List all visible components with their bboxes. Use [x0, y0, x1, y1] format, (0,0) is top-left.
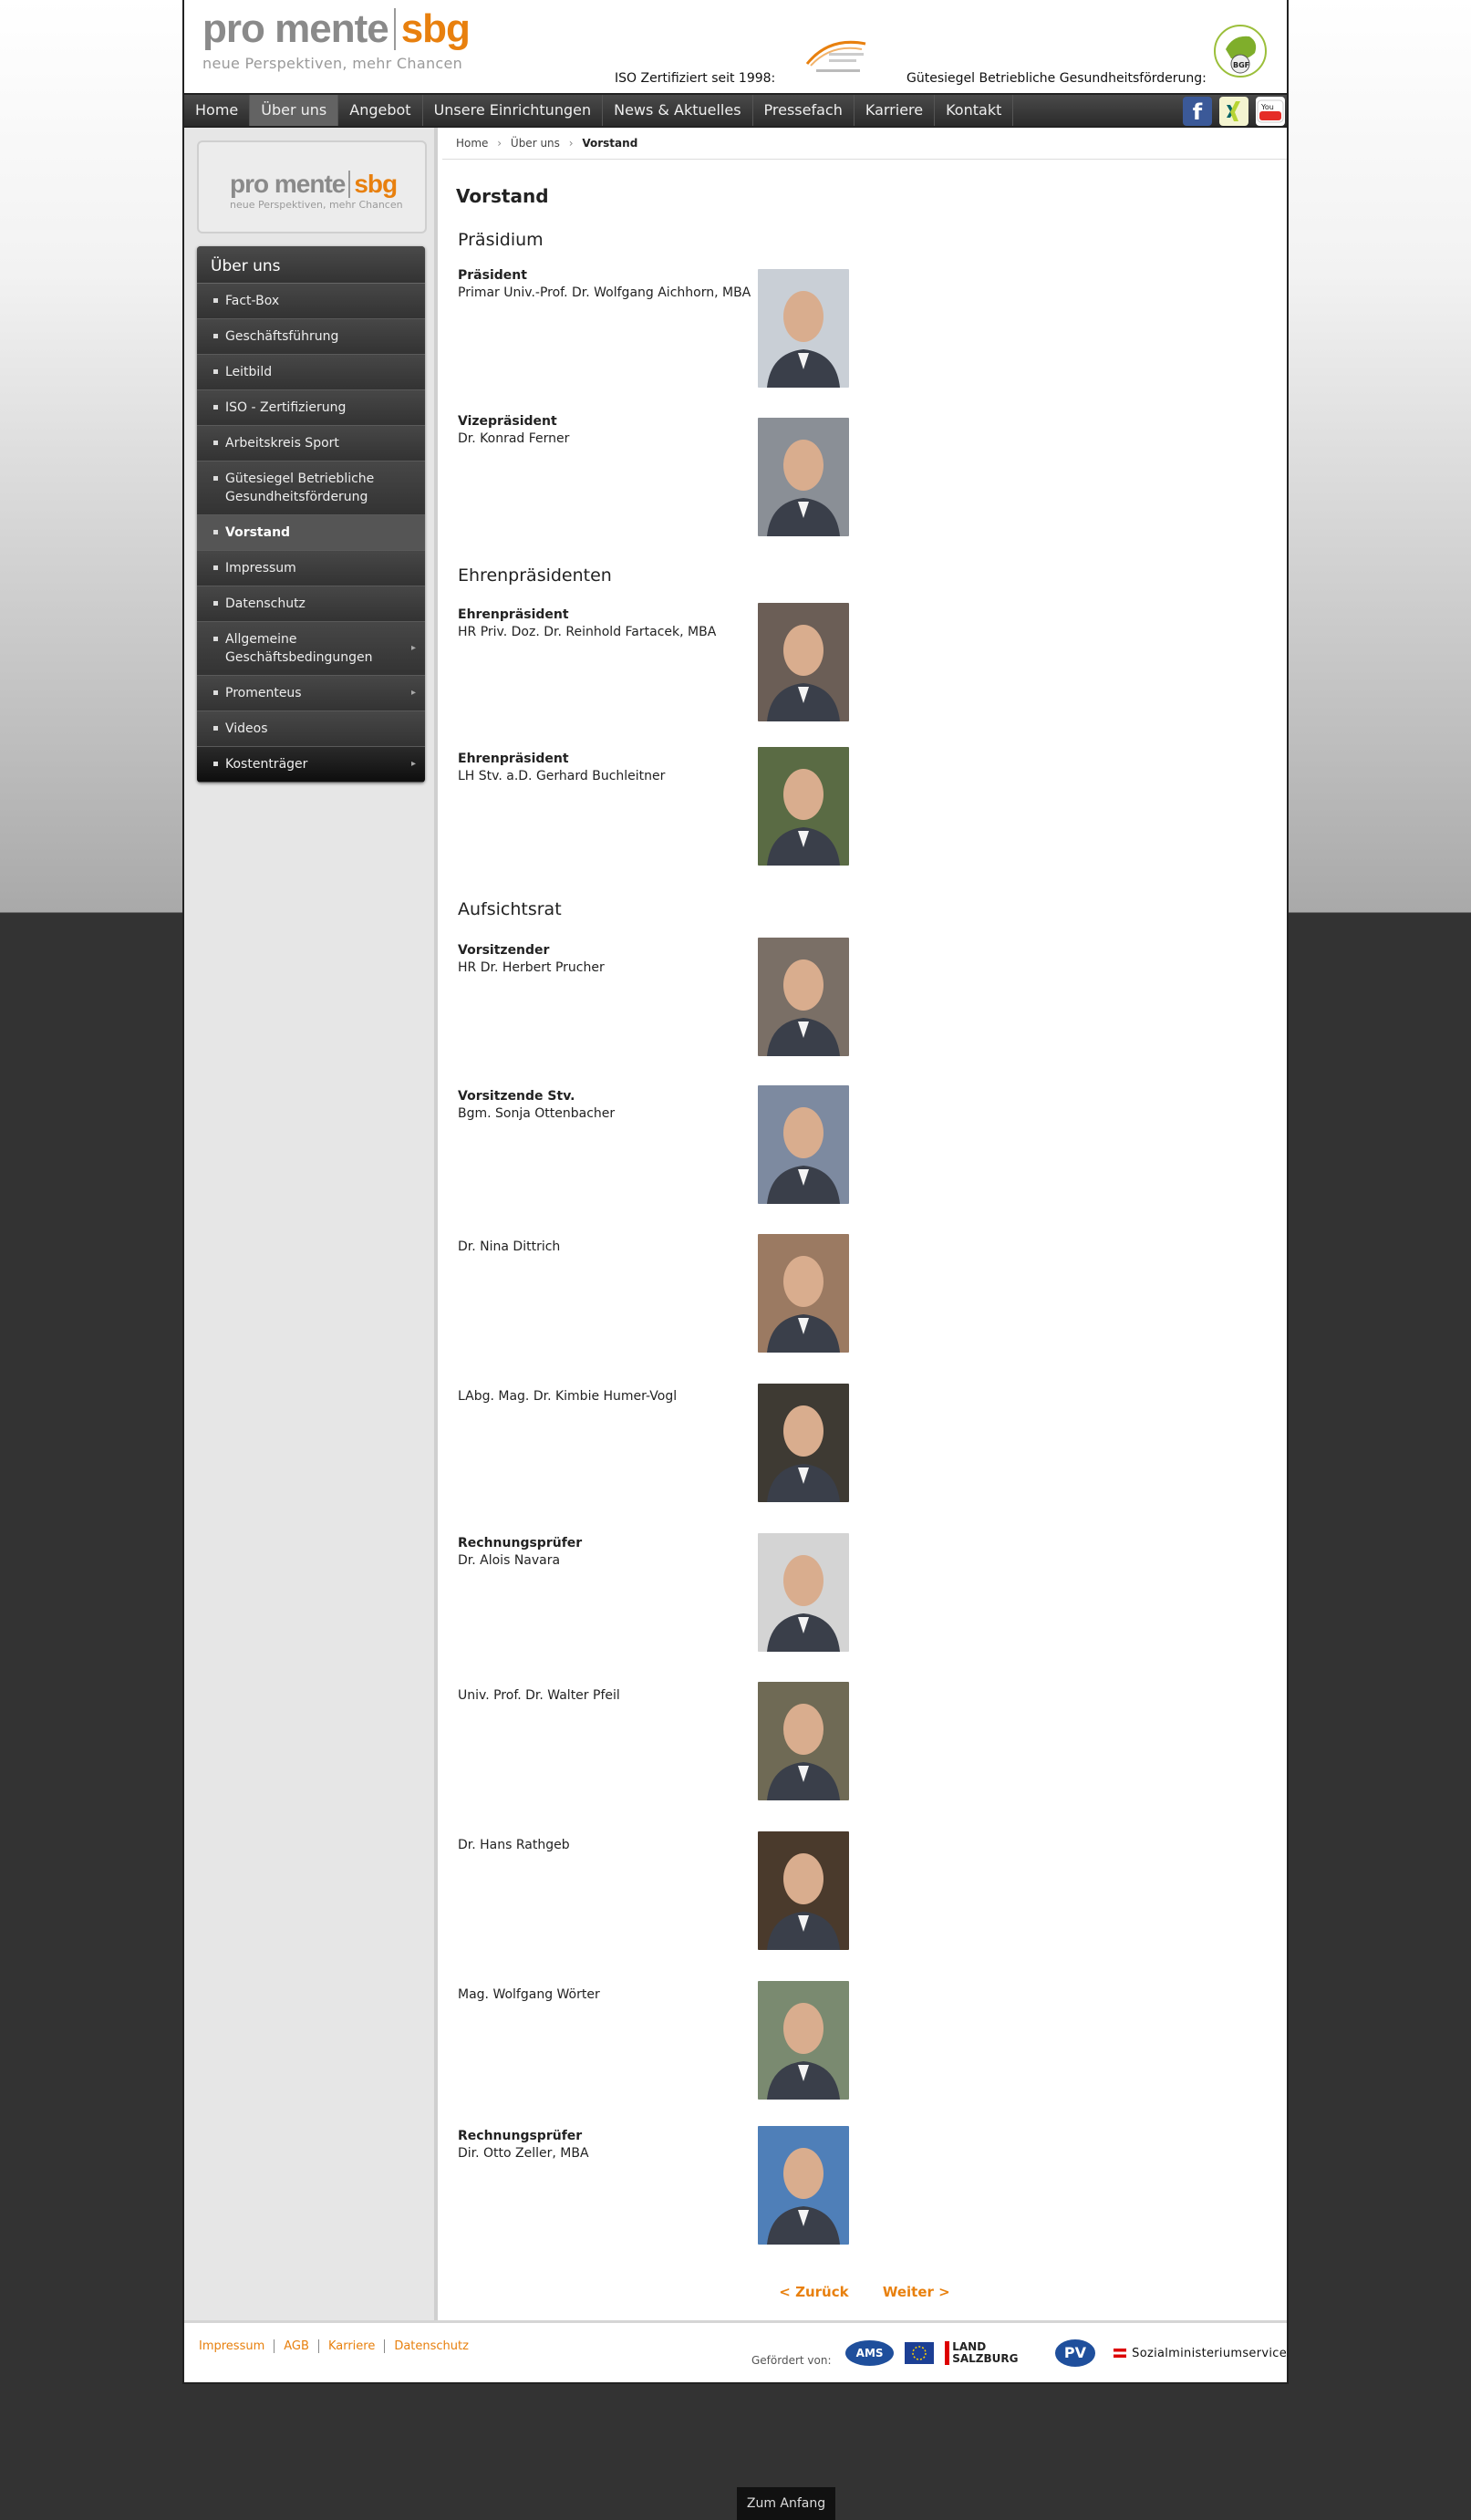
member-name: Dr. Hans Rathgeb	[458, 1838, 570, 1852]
member-name: Dr. Konrad Ferner	[458, 431, 570, 446]
sidebar-item-impressum[interactable]: Impressum	[197, 551, 425, 586]
logo-accent-text: sbg	[400, 6, 470, 51]
chevron-right-icon: ▸	[410, 643, 416, 653]
sidebar-logo-main: pro mente	[230, 170, 346, 198]
sidebar-item-label: Promenteus	[225, 686, 302, 700]
land-salzburg-logo[interactable]: LAND SALZBURG	[945, 2341, 1044, 2365]
sidebar-item-label: Kostenträger	[225, 757, 308, 772]
member-name: Bgm. Sonja Ottenbacher	[458, 1106, 616, 1121]
nav-karriere[interactable]: Karriere	[855, 95, 935, 126]
sidebar-logo[interactable]	[197, 140, 427, 233]
sidebar-item-guetesiegel[interactable]: Gütesiegel Betriebliche Gesundheitsförderung	[197, 461, 425, 515]
sidebar-logo-accent: sbg	[354, 170, 398, 198]
social-links	[1183, 97, 1285, 126]
breadcrumb-home[interactable]: Home	[456, 137, 489, 150]
section-heading-aufsichtsrat: Aufsichtsrat	[458, 899, 562, 919]
nav-home[interactable]: Home	[184, 95, 250, 126]
page-wrapper	[182, 0, 1289, 2384]
nav-pressefach[interactable]: Pressefach	[753, 95, 855, 126]
pagination	[442, 2284, 1287, 2300]
page-title: Vorstand	[456, 185, 549, 207]
prev-page-link[interactable]: < Zurück	[779, 2284, 849, 2300]
site-footer	[184, 2320, 1287, 2382]
member-role: Vorsitzender	[458, 943, 550, 958]
member-photo[interactable]	[758, 1981, 849, 2100]
member-role: Rechnungsprüfer	[458, 1536, 583, 1550]
site-header	[184, 0, 1287, 93]
sidebar	[184, 128, 438, 2320]
member-photo[interactable]	[758, 938, 849, 1056]
sidebar-submenu	[197, 246, 425, 783]
member-name: Dr. Alois Navara	[458, 1553, 561, 1568]
sidebar-item-agb[interactable]	[197, 622, 425, 676]
member-photo[interactable]	[758, 1384, 849, 1502]
member-name: LAbg. Mag. Dr. Kimbie Humer-Vogl	[458, 1389, 678, 1404]
svg-text:BGF: BGF	[1233, 61, 1250, 69]
youtube-icon[interactable]	[1256, 97, 1285, 126]
member-name: HR Dr. Herbert Prucher	[458, 960, 605, 975]
member-photo[interactable]	[758, 2126, 849, 2245]
sidebar-item-iso[interactable]: ISO - Zertifizierung	[197, 390, 425, 426]
member-photo[interactable]	[758, 1831, 849, 1950]
iso-certificate-icon[interactable]	[802, 36, 871, 78]
member-photo[interactable]	[758, 1682, 849, 1800]
svg-text:You: You	[1261, 103, 1274, 111]
next-page-link[interactable]: Weiter >	[882, 2284, 950, 2300]
breadcrumb-current: Vorstand	[582, 137, 638, 150]
sidebar-logo-separator	[348, 171, 350, 198]
breadcrumb-parent[interactable]: Über uns	[510, 137, 560, 150]
member-role: Vizepräsident	[458, 414, 557, 429]
nav-news[interactable]: News & Aktuelles	[603, 95, 752, 126]
breadcrumb-separator-icon: ›	[568, 137, 574, 150]
member-photo[interactable]	[758, 418, 849, 536]
member-name: Mag. Wolfgang Wörter	[458, 1987, 600, 2002]
austria-flag-icon	[1114, 2349, 1126, 2358]
member-name: Primar Univ.-Prof. Dr. Wolfgang Aichhorn, MBA	[458, 285, 751, 300]
footer-link-datenschutz[interactable]: Datenschutz	[394, 2339, 469, 2353]
xing-icon[interactable]	[1219, 97, 1248, 126]
sidebar-item-vorstand[interactable]: Vorstand	[197, 515, 425, 551]
member-photo[interactable]	[758, 1085, 849, 1204]
sidebar-item-leitbild[interactable]: Leitbild	[197, 355, 425, 390]
main-content	[442, 128, 1287, 2300]
member-role: Ehrenpräsident	[458, 607, 569, 622]
sidebar-logo-tagline: neue Perspektiven, mehr Chancen	[230, 199, 403, 211]
logo-tagline: neue Perspektiven, mehr Chancen	[202, 55, 463, 72]
sidebar-item-label: Allgemeine Geschäftsbedingungen	[225, 632, 373, 665]
footer-link-agb[interactable]: AGB	[275, 2339, 319, 2353]
member-name: Dir. Otto Zeller, MBA	[458, 2146, 589, 2161]
people-list	[442, 128, 1287, 2317]
member-role: Rechnungsprüfer	[458, 2129, 583, 2143]
nav-ueber-uns[interactable]: Über uns	[250, 95, 338, 126]
sidebar-item-videos[interactable]: Videos	[197, 711, 425, 747]
sidebar-item-geschaeftsfuehrung[interactable]: Geschäftsführung	[197, 319, 425, 355]
bgf-seal-icon[interactable]	[1213, 22, 1268, 82]
nav-angebot[interactable]: Angebot	[338, 95, 422, 126]
member-role: Vorsitzende Stv.	[458, 1089, 575, 1104]
facebook-icon[interactable]: f	[1183, 97, 1212, 126]
logo-main-text: pro mente	[202, 6, 388, 51]
back-to-top-button[interactable]: Zum Anfang	[737, 2487, 835, 2520]
eu-flag-icon[interactable]	[905, 2342, 934, 2364]
footer-link-karriere[interactable]: Karriere	[319, 2339, 385, 2353]
member-name: HR Priv. Doz. Dr. Reinhold Fartacek, MBA	[458, 625, 717, 639]
sidebar-heading: Über uns	[197, 246, 425, 284]
nav-einrichtungen[interactable]: Unsere Einrichtungen	[423, 95, 604, 126]
member-role: Präsident	[458, 268, 527, 283]
member-photo[interactable]	[758, 1234, 849, 1353]
bgf-seal-text: Gütesiegel Betriebliche Gesundheitsförderung:	[906, 71, 1207, 86]
site-logo[interactable]	[202, 7, 470, 72]
member-name: Dr. Nina Dittrich	[458, 1239, 561, 1254]
member-photo[interactable]	[758, 269, 849, 388]
chevron-right-icon: ▸	[410, 688, 416, 698]
pv-logo[interactable]: PV	[1055, 2339, 1095, 2367]
member-role: Ehrenpräsident	[458, 752, 569, 766]
section-heading-praesidium: Präsidium	[458, 230, 544, 250]
iso-certified-text: ISO Zertifiziert seit 1998:	[615, 71, 776, 86]
footer-link-impressum[interactable]: Impressum	[199, 2339, 275, 2353]
sidebar-item-fact-box[interactable]: Fact-Box	[197, 284, 425, 319]
member-photo[interactable]	[758, 603, 849, 721]
sponsor-logos	[845, 2339, 1287, 2367]
main-navigation	[184, 93, 1287, 128]
member-photo[interactable]	[758, 1533, 849, 1652]
logo-separator	[394, 8, 396, 50]
ams-logo[interactable]: AMS	[845, 2340, 894, 2366]
sidebar-item-datenschutz[interactable]: Datenschutz	[197, 586, 425, 622]
sidebar-item-arbeitskreis-sport[interactable]: Arbeitskreis Sport	[197, 426, 425, 461]
nav-kontakt[interactable]: Kontakt	[935, 95, 1013, 126]
section-heading-ehrenpraesidenten: Ehrenpräsidenten	[458, 565, 612, 586]
chevron-right-icon: ▸	[410, 759, 416, 769]
funded-by-label: Gefördert von:	[751, 2354, 832, 2367]
footer-links	[199, 2339, 478, 2353]
member-photo[interactable]	[758, 747, 849, 866]
breadcrumb-separator-icon: ›	[497, 137, 502, 150]
member-name: Univ. Prof. Dr. Walter Pfeil	[458, 1688, 620, 1703]
sidebar-item-kostentraeger[interactable]	[197, 747, 425, 783]
member-name: LH Stv. a.D. Gerhard Buchleitner	[458, 769, 666, 783]
sozialministeriumservice-logo[interactable]	[1114, 2347, 1287, 2360]
sidebar-item-promenteus[interactable]	[197, 676, 425, 711]
sozialministeriumservice-label: Sozialministeriumservice	[1132, 2346, 1287, 2360]
